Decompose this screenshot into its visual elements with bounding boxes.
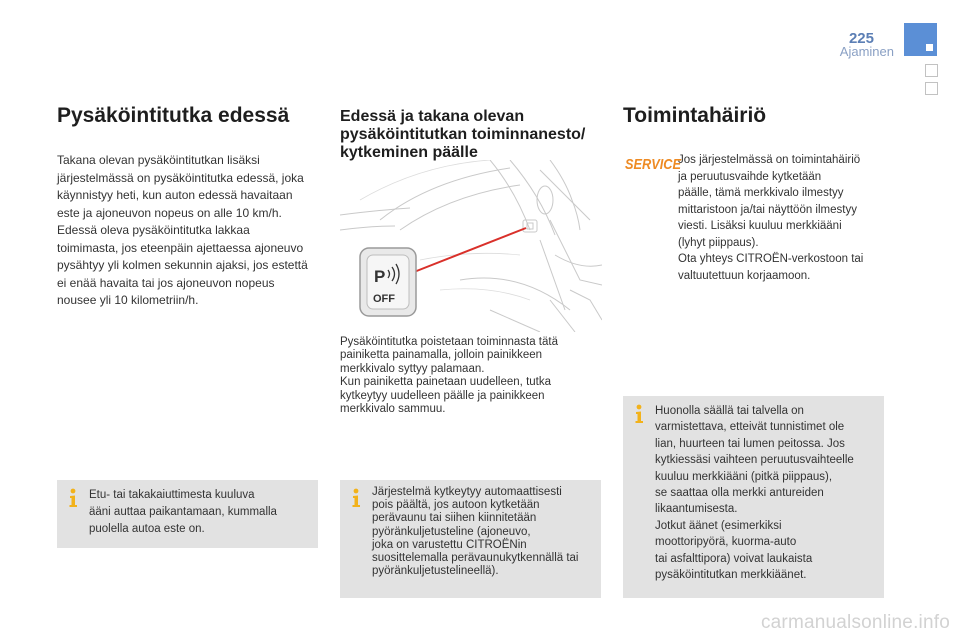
text-line: merkkivalo syttyy palamaan. bbox=[340, 362, 485, 375]
text-line: kuuluu merkkiääni (pitkä piippaus), bbox=[655, 470, 833, 483]
malfunction-text bbox=[678, 152, 893, 284]
text-line: viesti. Lisäksi kuuluu merkkiääni bbox=[678, 220, 842, 232]
text-line: ääni auttaa paikantamaan, kummalla bbox=[89, 506, 277, 518]
watermark: carmanualsonline.info bbox=[760, 612, 950, 633]
text-line: Jos järjestelmässä on toimintahäiriö bbox=[678, 154, 861, 166]
text-line: suosittelemalla perävaunukytkennällä tai bbox=[372, 552, 579, 565]
note-text bbox=[655, 403, 854, 583]
text-line: Etu- tai takakaiuttimesta kuuluva bbox=[89, 489, 255, 501]
text-line: Takana olevan pysäköintitutkan lisäksi bbox=[57, 153, 260, 167]
chapter-tab-box bbox=[925, 82, 938, 95]
section-title-front-sensors: Pysäköintitutka edessä bbox=[57, 104, 290, 127]
text-line: pyöränkuljetustelineellä). bbox=[372, 565, 499, 578]
info-icon bbox=[348, 488, 364, 508]
text-line: Jotkut äänet (esimerkiksi bbox=[655, 519, 782, 532]
section-title-malfunction: Toimintahäiriö bbox=[623, 104, 767, 127]
text-line: käynnistyy heti, kun auton edessä havaitaan bbox=[57, 188, 293, 202]
text-line: Huonolla säällä tai talvella on bbox=[655, 405, 804, 417]
text-line: este ja ajoneuvon nopeus on alle 10 km/h. bbox=[57, 205, 282, 220]
dashboard-button-illustration bbox=[340, 160, 602, 332]
info-note-weather bbox=[623, 396, 884, 598]
text-line: perävaunu tai siihen kiinnitetään bbox=[372, 512, 537, 525]
text-line: se saattaa olla merkki antureiden bbox=[655, 487, 824, 500]
title-line: kytkeminen päälle bbox=[340, 144, 478, 161]
text-line: puolella autoa este on. bbox=[89, 523, 205, 535]
text-line: joka on varustettu CITROËNin bbox=[372, 538, 527, 551]
text-line: ja peruutusvaihde kytketään bbox=[678, 170, 822, 183]
chapter-tab-marker bbox=[926, 44, 933, 51]
text-line: Edessä oleva pysäköintitutka lakkaa bbox=[57, 223, 250, 237]
text-line: kytkiessäsi vaihteen peruutusvaihteelle bbox=[655, 454, 854, 467]
text-line: pysäköintitutkan merkkiäänet. bbox=[655, 569, 807, 582]
text-line: (lyhyt piippaus). bbox=[678, 236, 759, 249]
text-line: pysähtyy yli kolmen sekunnin ajaksi, jos estettä bbox=[57, 258, 308, 272]
text-line: likaantumisesta. bbox=[655, 503, 738, 516]
button-p-letter: P bbox=[374, 267, 386, 286]
text-line: pois päältä, jos autoon kytketään bbox=[372, 499, 540, 512]
chapter-tab-box bbox=[925, 64, 938, 77]
button-off-label: OFF bbox=[373, 293, 395, 305]
page-number: 225 bbox=[848, 30, 874, 47]
text-line: päälle, tämä merkkivalo ilmestyy bbox=[678, 187, 844, 199]
text-line: Pysäköintitutka poistetaan toiminnasta tätä bbox=[340, 336, 558, 348]
text-line: Järjestelmä kytkeytyy automaattisesti bbox=[372, 486, 562, 498]
chapter-tab bbox=[904, 23, 937, 56]
info-note-trailer bbox=[340, 480, 601, 598]
note-text bbox=[89, 487, 277, 538]
text-line: merkkivalo sammuu. bbox=[340, 403, 446, 416]
text-line: tai asfalttipora) voivat laukaista bbox=[655, 552, 813, 565]
info-note-speakers bbox=[57, 480, 318, 548]
text-line: varmistettava, etteivät tunnistimet ole bbox=[655, 421, 845, 434]
text-line: valtuutettuun korjaamoon. bbox=[678, 269, 811, 282]
front-sensors-text bbox=[57, 152, 322, 310]
text-line: Kun painiketta painetaan uudelleen, tutka bbox=[340, 376, 551, 389]
note-text bbox=[372, 486, 578, 578]
text-line: pyöränkuljetusteline (ajoneuvo, bbox=[372, 525, 531, 538]
text-line: Ota yhteys CITROËN-verkostoon tai bbox=[678, 253, 864, 265]
text-line: painiketta painamalla, jolloin painikkeen bbox=[340, 349, 543, 362]
text-line: lian, huurteen tai lumen peitossa. Jos bbox=[655, 437, 845, 450]
title-line: pysäköintitutkan toiminnanesto/ bbox=[340, 126, 586, 143]
title-line: Edessä ja takana olevan bbox=[340, 108, 525, 125]
service-warning-icon: SERVICE bbox=[625, 156, 681, 173]
text-line: ei enää havaita tai jos ajoneuvon nopeus bbox=[57, 275, 275, 290]
chapter-label: Ajaminen bbox=[839, 44, 894, 59]
text-line: järjestelmässä on pysäköintitutka edessä, joka bbox=[57, 170, 304, 185]
text-line: kytkeytyy uudelleen päälle ja painikkeen bbox=[340, 389, 545, 402]
section-title-deactivation bbox=[340, 108, 610, 162]
text-line: mittaristoon ja/tai näyttöön ilmestyy bbox=[678, 203, 857, 216]
info-icon bbox=[631, 404, 647, 424]
text-line: nousee yli 10 kilometriin/h. bbox=[57, 293, 199, 307]
text-line: moottoripyörä, kuorma-auto bbox=[655, 536, 797, 549]
info-icon bbox=[65, 488, 81, 508]
deactivation-text bbox=[340, 336, 600, 416]
text-line: toimimasta, jos eteenpäin ajettaessa ajoneuvo bbox=[57, 240, 304, 255]
